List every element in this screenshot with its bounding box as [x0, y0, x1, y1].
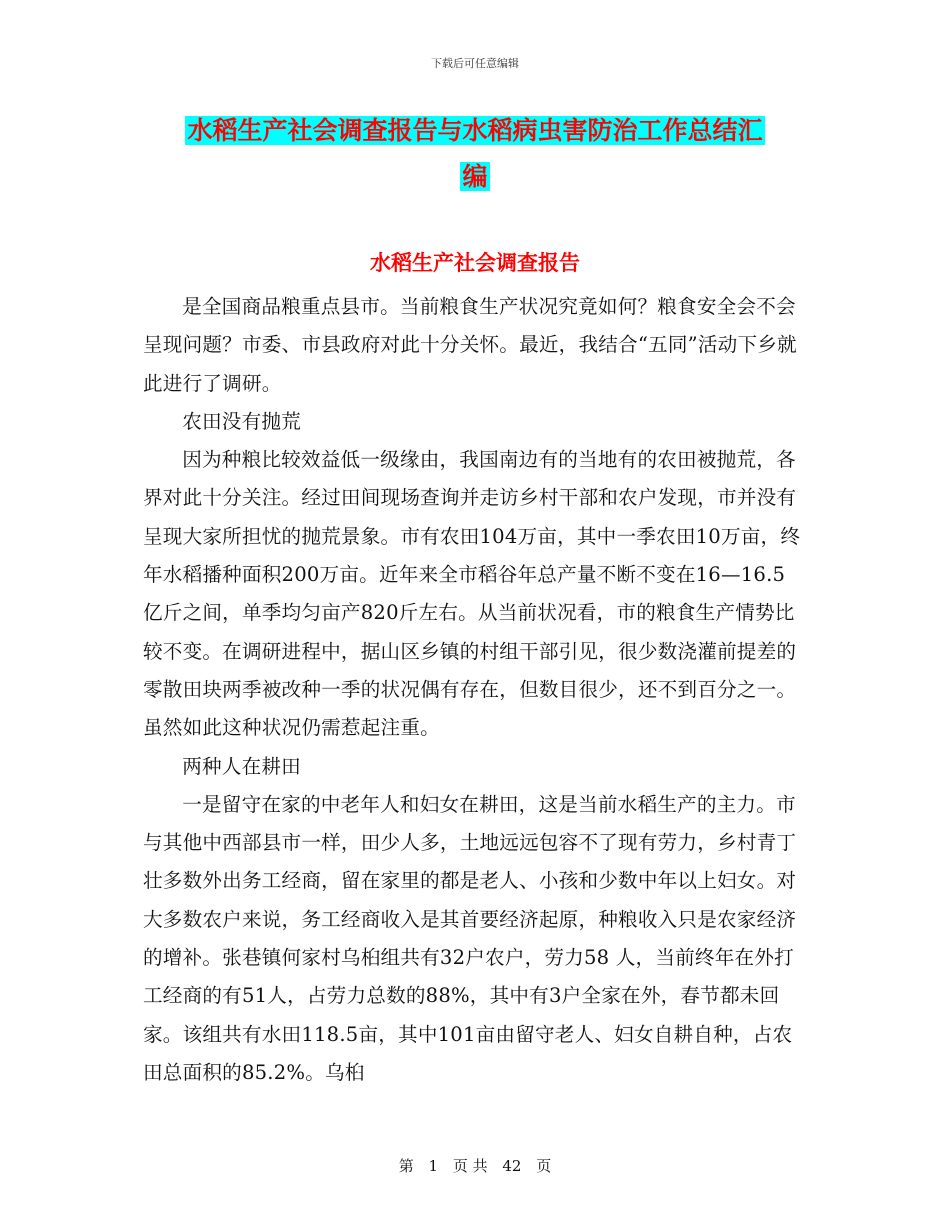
footer-suffix: 页 [536, 1157, 552, 1175]
document-title-line-2: 编 [462, 162, 488, 191]
header-note: 下载后可任意编辑 [431, 57, 519, 70]
paragraph: 是全国商品粮重点县市。当前粮食生产状况究竟如何？粮食安全会不会呈现问题？市委、市县政府对此十分关怀。最近，我结合“五同”活动下乡就此进行了调研。 [143, 295, 797, 395]
body-text [143, 288, 803, 1092]
footer-prefix: 第 [398, 1157, 414, 1175]
subheading: 农田没有抛荒 [182, 409, 301, 433]
document-title [140, 108, 810, 200]
footer-page-number: 1 [428, 1157, 439, 1175]
paragraph: 因为种粮比较效益低一级缘由，我国南边有的当地有的农田被抛荒，各界对此十分关注。经过田间现场查询并走访乡村干部和农户发现，市并没有呈现大家所担忧的抛荒景象。市有农田104万亩，其中一季农田10万亩，终年水稻播种面积200万亩。近年来全市稻谷年总产量不断不变在16—16.5亿斤之间，单季均匀亩产820斤左右。从当前状况看，市的粮食生产情势比较不变。在调研进程中，据山区乡镇的村组干部引见，很少数浇灌前提差的零散田块两季被改种一季的状况偶有存在，但数目很少，还不到百分之一。虽然如此这种状况仍需惹起注重。 [143, 448, 801, 740]
paragraph: 一是留守在家的中老年人和妇女在耕田，这是当前水稻生产的主力。市与其他中西部县市一样，田少人多，土地远远包容不了现有劳力，乡村青丁壮多数外出务工经商，留在家里的都是老人、小孩和少数中年以上妇女。对大多数农户来说，务工经商收入是其首要经济起原，种粮收入只是农家经济的增补。张巷镇何家村乌桕组共有32户农户，劳力58 人，当前终年在外打工经商的有51人，占劳力总数的88%，其中有3户全家在外，春节都未回家。该组共有水田118.5亩，其中101亩由留守老人、妇女自耕自种，占农田总面积的85.2%。乌桕 [143, 792, 797, 1084]
subheading: 两种人在耕田 [182, 754, 301, 778]
document-title-line-1: 水稻生产社会调查报告与水稻病虫害防治工作总结汇 [187, 116, 763, 145]
page-footer [0, 1155, 950, 1176]
section-title: 水稻生产社会调查报告 [370, 251, 580, 275]
footer-total-pages: 42 [502, 1157, 522, 1175]
footer-middle: 页 共 [452, 1157, 488, 1175]
